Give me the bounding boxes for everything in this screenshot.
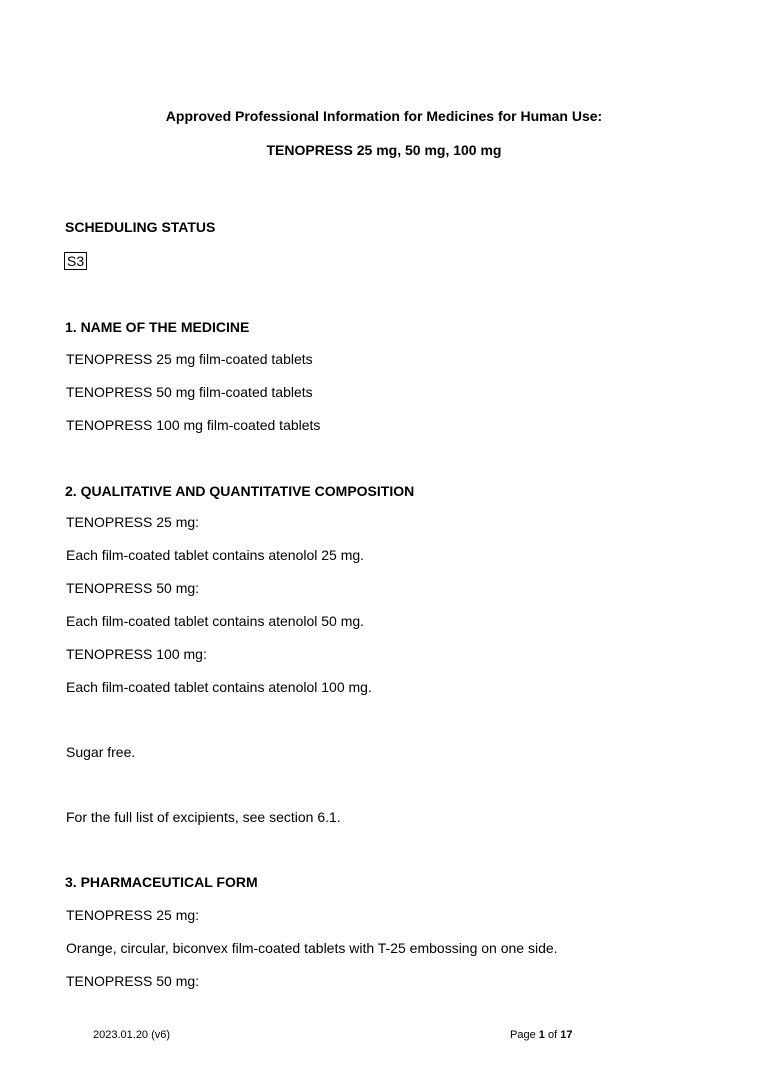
- section-1-line: TENOPRESS 100 mg film-coated tablets: [66, 417, 321, 433]
- scheduling-status-heading: SCHEDULING STATUS: [65, 219, 216, 235]
- section-2-line: Each film-coated tablet contains atenolol 100 mg.: [66, 679, 372, 695]
- section-2-line: TENOPRESS 100 mg:: [66, 646, 207, 662]
- product-name-heading: TENOPRESS 25 mg, 50 mg, 100 mg: [266, 142, 502, 158]
- document-title: Approved Professional Information for Medicines for Human Use:: [165, 108, 603, 124]
- page-of-label: of: [547, 1029, 558, 1041]
- section-3-line: TENOPRESS 25 mg:: [66, 907, 200, 923]
- page-number: [510, 1028, 572, 1042]
- section-3-heading: 3. PHARMACEUTICAL FORM: [65, 874, 258, 890]
- scheduling-status-value: S3: [64, 252, 87, 270]
- section-2-heading: 2. QUALITATIVE AND QUANTITATIVE COMPOSITION: [65, 483, 415, 499]
- page-total: 17: [560, 1029, 573, 1041]
- page-current: 1: [538, 1029, 545, 1041]
- section-1-heading: 1. NAME OF THE MEDICINE: [65, 319, 250, 335]
- excipients-note: For the full list of excipients, see section 6.1.: [66, 809, 341, 825]
- section-1-line: TENOPRESS 50 mg film-coated tablets: [66, 384, 313, 400]
- section-3-line: TENOPRESS 50 mg:: [66, 973, 200, 989]
- section-3-line: Orange, circular, biconvex film-coated tablets with T-25 embossing on one side.: [66, 940, 558, 956]
- section-2-line: TENOPRESS 50 mg:: [66, 580, 200, 596]
- sugar-free-note: Sugar free.: [66, 744, 136, 760]
- section-2-line: Each film-coated tablet contains atenolol 25 mg.: [66, 547, 365, 563]
- section-1-line: TENOPRESS 25 mg film-coated tablets: [66, 351, 313, 367]
- footer-date: 2023.01.20 (v6): [93, 1029, 171, 1041]
- page-label: Page: [510, 1029, 536, 1041]
- section-2-line: Each film-coated tablet contains atenolol 50 mg.: [66, 613, 365, 629]
- section-2-line: TENOPRESS 25 mg:: [66, 514, 200, 530]
